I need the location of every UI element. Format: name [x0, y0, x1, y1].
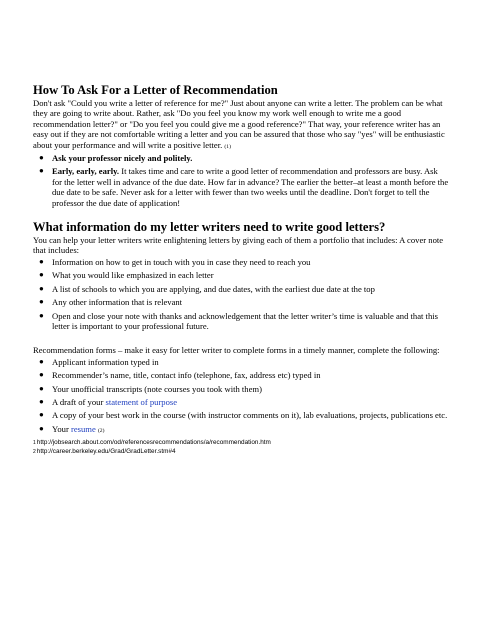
reference-marker-2: (2) — [97, 427, 105, 434]
footnote-url: http://career.berkeley.edu/Grad/GradLetter.stm#4 — [36, 447, 176, 455]
list-item: ● Information on how to get in touch with you in case they need to reach you — [39, 256, 311, 267]
footnotes — [33, 439, 449, 457]
bullet-icon: ● — [39, 310, 44, 320]
document-page — [33, 83, 449, 457]
bullet-icon: ● — [39, 270, 44, 280]
list-item: ● Early, early, early. It takes time and care to write a good letter of recommendation and professors are busy. Ask for the letter well in advance of the due date. How far in advance? The earlier the better–at least a month before the due date to be safe. Never ask for a letter with fewer than two weeks until the deadline. Don't forget to tell the professor the due date of application! — [39, 166, 449, 208]
bullet-icon: ● — [39, 410, 44, 420]
bullet-icon: ● — [39, 153, 44, 163]
bullet-icon: ● — [39, 166, 44, 176]
list-item: ● Recommender’s name, title, contact info (telephone, fax, address etc) typed in — [39, 370, 321, 381]
portfolio-paragraph: You can help your letter writers write enlightening letters by giving each of them a portfolio that includes: A cover note that includes: — [33, 235, 444, 256]
bullet-icon: ● — [39, 423, 44, 433]
resume-link[interactable]: resume — [70, 423, 96, 434]
forms-list — [33, 357, 449, 436]
list-item: ● A copy of your best work in the course (with instructor comments on it), lab evaluations, projects, publications etc. — [39, 410, 448, 421]
footnote-url: http://jobsearch.about.com/od/referencesrecommendations/a/recommendation.htm — [36, 439, 271, 447]
list-item: ● Applicant information typed in — [39, 356, 159, 367]
list-item: ● Any other information that is relevant — [39, 297, 183, 308]
bullet-icon: ● — [39, 356, 44, 366]
list-item: ● A draft of your statement of purpose — [39, 396, 178, 407]
statement-of-purpose-link[interactable]: statement of purpose — [105, 396, 178, 407]
bullet-icon: ● — [39, 370, 44, 380]
list-item: ● Open and close your note with thanks and acknowledgement that the letter writer’s time is valuable and that this letter is important to your professional future. — [39, 310, 438, 331]
bullet-icon: ● — [39, 383, 44, 393]
footnote: 2http://career.berkeley.edu/Grad/GradLetter.stm#4 — [33, 447, 176, 455]
cover-note-list — [33, 257, 449, 331]
intro-paragraph: Don't ask "Could you write a letter of reference for me?" Just about anyone can write a letter. The problem can be what they are going to write about. Rather, ask "Do you feel you know my work well enough to write me a good recommendation letter?" or "Do you feel you could give me a good reference?" That way, your reference writer has an easy out if they are not comfortable writing a letter and you can be assured that those who say "yes" will be enthusiastic about your performance and will write a positive letter. (1) — [33, 98, 445, 150]
recommendation-forms-paragraph: Recommendation forms – make it easy for letter writer to complete forms in a timely manner, complete the following: — [33, 345, 440, 356]
bullet-icon: ● — [39, 256, 44, 266]
list-item: ● A list of schools to which you are applying, and due dates, with the earliest due date at the top — [39, 283, 375, 294]
ask-tips-list — [33, 153, 449, 208]
list-item: ● What you would like emphasized in each letter — [39, 270, 214, 281]
bullet-icon: ● — [39, 283, 44, 293]
reference-marker-1: (1) — [224, 143, 231, 150]
bullet-icon: ● — [39, 297, 44, 307]
footnote: 1http://jobsearch.about.com/od/referencesrecommendations/a/recommendation.htm — [33, 439, 271, 447]
section-title-information: What information do my letter writers need to write good letters? — [33, 220, 386, 235]
list-item: ● Your unofficial transcripts (note courses you took with them) — [39, 383, 262, 394]
section-title-how-to-ask: How To Ask For a Letter of Recommendation — [33, 83, 278, 97]
bullet-icon: ● — [39, 396, 44, 406]
list-item: ● Your resume (2) — [39, 423, 105, 434]
list-item: ● Ask your professor nicely and politely. — [39, 153, 193, 164]
